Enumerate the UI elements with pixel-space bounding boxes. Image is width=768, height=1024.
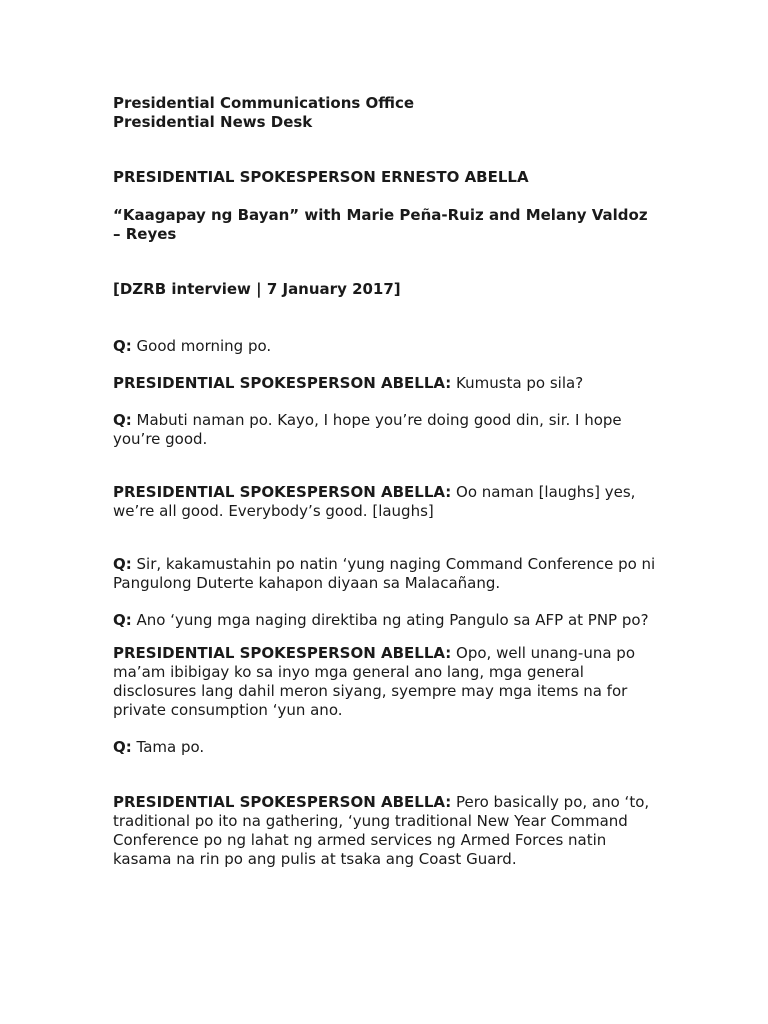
speaker-label: Q: (113, 555, 132, 573)
transcript-entry (113, 374, 658, 393)
transcript-page (113, 94, 658, 869)
spokesperson-title: PRESIDENTIAL SPOKESPERSON ERNESTO ABELLA (113, 168, 529, 186)
speaker-label: PRESIDENTIAL SPOKESPERSON ABELLA: (113, 644, 452, 662)
entry-text: Tama po. (131, 738, 205, 756)
entry-text: Good morning po. (131, 337, 272, 355)
speaker-label: Q: (113, 337, 132, 355)
transcript-entry (113, 793, 658, 869)
transcript-entry (113, 337, 658, 356)
speaker-label: Q: (113, 411, 132, 429)
speaker-label: PRESIDENTIAL SPOKESPERSON ABELLA: (113, 793, 452, 811)
transcript-entry (113, 555, 658, 593)
transcript-entry (113, 644, 658, 720)
entry-text: Oo naman [laughs] yes, we’re all good. Everybody’s good. [laughs] (113, 483, 636, 520)
entry-text: Opo, well unang-una po ma’am ibibigay ko sa inyo mga general ano lang, mga general disclosures lang dahil meron siyang, syempre may mga items na for private consumption ‘yun ano. (113, 644, 635, 719)
entry-text: Kumusta po sila? (451, 374, 584, 392)
transcript-entry (113, 411, 658, 449)
entry-text: Mabuti naman po. Kayo, I hope you’re doing good din, sir. I hope you’re good. (113, 411, 622, 448)
speaker-label: PRESIDENTIAL SPOKESPERSON ABELLA: (113, 374, 452, 392)
program-title: “Kaagapay ng Bayan” with Marie Peña-Ruiz and Melany Valdoz – Reyes (113, 206, 648, 243)
entry-text: Ano ‘yung mga naging direktiba ng ating Pangulo sa AFP at PNP po? (131, 611, 649, 629)
transcript-entry (113, 738, 658, 757)
transcript-entry (113, 483, 658, 521)
transcript-entry (113, 611, 658, 630)
speaker-label: Q: (113, 738, 132, 756)
entry-text: Sir, kakamustahin po natin ‘yung naging Command Conference po ni Pangulong Duterte kahapon diyaan sa Malacañang. (113, 555, 656, 592)
office-name: Presidential Communications Office (113, 94, 415, 112)
speaker-label: Q: (113, 611, 132, 629)
speaker-label: PRESIDENTIAL SPOKESPERSON ABELLA: (113, 483, 452, 501)
entry-text: Pero basically po, ano ‘to, traditional po ito na gathering, ‘yung traditional New Year Command Conference po ng lahat ng armed services ng Armed Forces natin kasama na rin po ang pulis at tsaka ang Coast Guard. (113, 793, 650, 868)
desk-name: Presidential News Desk (113, 113, 313, 131)
interview-info: [DZRB interview | 7 January 2017] (113, 280, 401, 298)
